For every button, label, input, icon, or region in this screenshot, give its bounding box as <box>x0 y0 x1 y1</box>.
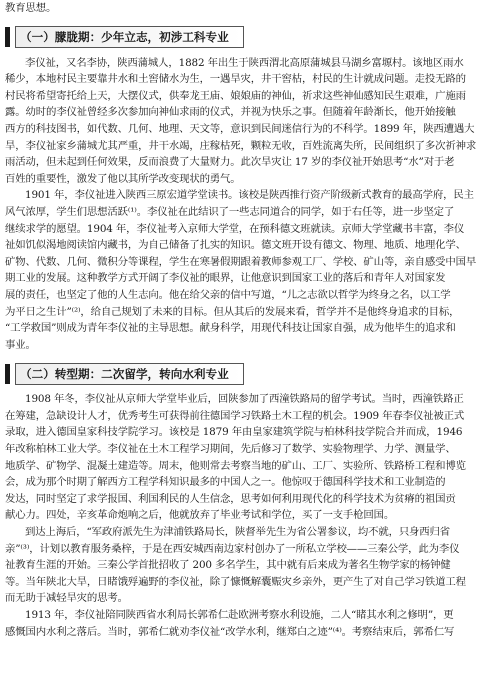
text-line: 期工业的发展。这种教学方式开阔了李仪祉的眼界，让他意识到国家工业的落后和青年人对国家发 <box>5 272 446 285</box>
section-title: （一）朦胧期：少年立志，初涉工科专业 <box>15 26 244 48</box>
text-line: 李仪祉，又名李协，陕西蒲城人，1882 年出生于陕西渭北高原蒲城县马湖乡富塬村。该地区雨水 <box>25 56 464 69</box>
text-line: 稀少，本地村民主要靠井水和土窖储水为生，一遇旱灾，井干窖枯，村民的生计就成问题。走投无路的 <box>5 73 466 86</box>
text-line: 雨活动，但未起到任何效果，反而浪费了大量财力。此次旱灾让 17 岁的李仪祉开始思考“水”对于老 <box>5 156 455 169</box>
paragraph <box>5 187 482 353</box>
text-line: 感慨国内水利之落后。当时，郭希仁就劝李仪祉“改学水利，继郑白之迹”⁽⁴⁾。考察结束后，郭希仁写 <box>5 625 455 638</box>
text-line: 在筹建，急缺设计人才，优秀考生可获得前往德国学习铁路土木工程的机会。1909 年春李仪祉被正式 <box>5 409 465 422</box>
text-line: 1908 年冬，李仪祉从京师大学堂毕业后，回陕参加了西潼铁路局的留学考试。当时，西潼铁路正 <box>25 393 464 406</box>
text-line: 风气浓厚，学生们思想活跃⁽¹⁾。李仪祉在此结识了一些志同道合的同学，如于右任等，进一步坚定了 <box>5 205 455 218</box>
text-line: 等。当年陕北大旱，日睹饿殍遍野的李仪祉，除了慷慨解囊赈灾乡亲外，更产生了对自己学习铁道工程 <box>5 575 466 588</box>
text-line: 继续求学的愿望。1904 年，李仪祉考入京师大学堂，在预科德文班就读。京师大学堂藏书丰富，李仪 <box>5 222 465 235</box>
text-line: 地质学、矿物学、混凝土建造等。周末，他则常去考察当地的矿山、工厂、实验所、铁路桥工程和博览 <box>5 459 466 472</box>
text-line: 而无助于减轻旱灾的思考。 <box>5 592 128 605</box>
paragraph <box>5 55 482 188</box>
paragraph <box>5 391 482 524</box>
text-line: 矿物、代数、几何、微积分等课程，学生在寒暑假期跟着教师参观工厂、学校、矿山等，亲自感受中国早 <box>5 255 477 268</box>
heading-bar-decoration <box>5 27 10 47</box>
text-line: 录取，进入德国皇家科技学院学习。该校是 1879 年由皇家建筑学院与柏林科技学院合并而成，1946 <box>5 426 463 439</box>
text-line: 展的责任，也坚定了他的人生志向。他在给父亲的信中写道，“儿之志欲以哲学为终身之名，以工学 <box>5 288 451 301</box>
text-line: 会，成为那个时期了解西方工程学科知识最多的中国人之一。他惊叹于德国科学技术和工业制造的 <box>5 476 446 489</box>
text-line: 事业。 <box>5 338 36 351</box>
text-line: 村民将希望寄托给上天，大摆仪式，供奉龙王庙、娘娘庙的神仙，祈求这些神仙感知民生艰难，广施雨 <box>5 89 466 102</box>
text-line: 发达，同时坚定了求学报国、利国利民的人生信念，思考如何利用现代化的科学技术为贫瘠的祖国贡 <box>5 492 456 505</box>
text-line: 百姓的重要性，激发了他以其所学改变现状的勇气。 <box>5 172 241 185</box>
text-line: 1913 年，李仪祉陪同陕西省水利局长郭希仁赴欧洲考察水利设施，二人“睹其水利之修明”，更 <box>25 609 454 621</box>
text-line: 为平日之生计”⁽²⁾，给自己规划了未来的目标。但从其后的发展来看，哲学并不是他终身追求的目标， <box>5 305 460 318</box>
text-line: 到达上海后，“军政府派先生为津浦铁路局长，陕督举先生为省公署参议，均不就，只身西归省 <box>25 526 451 539</box>
text-line: 祉教育生涯的开始。三秦公学首批招收了 200 多名学生，其中就有后来成为著名生物学家的杨钟健 <box>5 559 451 572</box>
text-line: 露。幼时的李仪祉曾经多次参加向神仙求雨的仪式，并视为快乐之事。但随着年龄渐长，他开始接触 <box>5 106 456 119</box>
section-title: （二）转型期：二次留学，转向水利专业 <box>15 363 244 385</box>
text-line: “工学救国”则成为青年李仪祉的主导思想。献身科学，用现代科技让国家自强，成为他毕生的追求和 <box>5 322 456 335</box>
text-line: 1901 年，李仪祉进入陕西三原宏道学堂读书。该校是陕西推行资产阶级新式教育的最高学府，民主 <box>25 189 474 202</box>
text-line: 献心力。四处，辛亥革命炮响之后，他就放弃了毕业考试和学位，买了一支手枪回国。 <box>5 509 395 522</box>
text-line: 年改称柏林工业大学。李仪祉在土木工程学习期间，先后修习了数学、实验物理学、力学、测量学、 <box>5 443 456 456</box>
section-heading-2 <box>5 362 482 385</box>
paragraph <box>5 524 482 607</box>
heading-bar-decoration <box>5 364 10 384</box>
section-heading-1 <box>5 26 482 49</box>
text-line: 西方的科技图书，如代数、几何、地理、天文等，意识到民间迷信行为的不科学。1899 年，陕西遭遇大 <box>5 122 475 135</box>
text-line: 旱，李仪祉家乡蒲城尤其严重，井干水竭，庄稼枯死，颗粒无收，百姓流离失所，民间组织了多次祈神求 <box>5 139 477 152</box>
text-line: 祉如饥似渴地阅读馆内藏书，为自己储备了扎实的知识。德文班开设有德文、物理、地质、地理化学、 <box>5 239 466 252</box>
paragraph <box>5 607 482 640</box>
intro-line: 教育思想。 <box>5 2 57 14</box>
text-line: 亲”⁽³⁾，计划以教育服务桑梓，于是在西安城西南边家村创办了一所私立学校——三秦公学，此为李仪 <box>5 542 460 555</box>
